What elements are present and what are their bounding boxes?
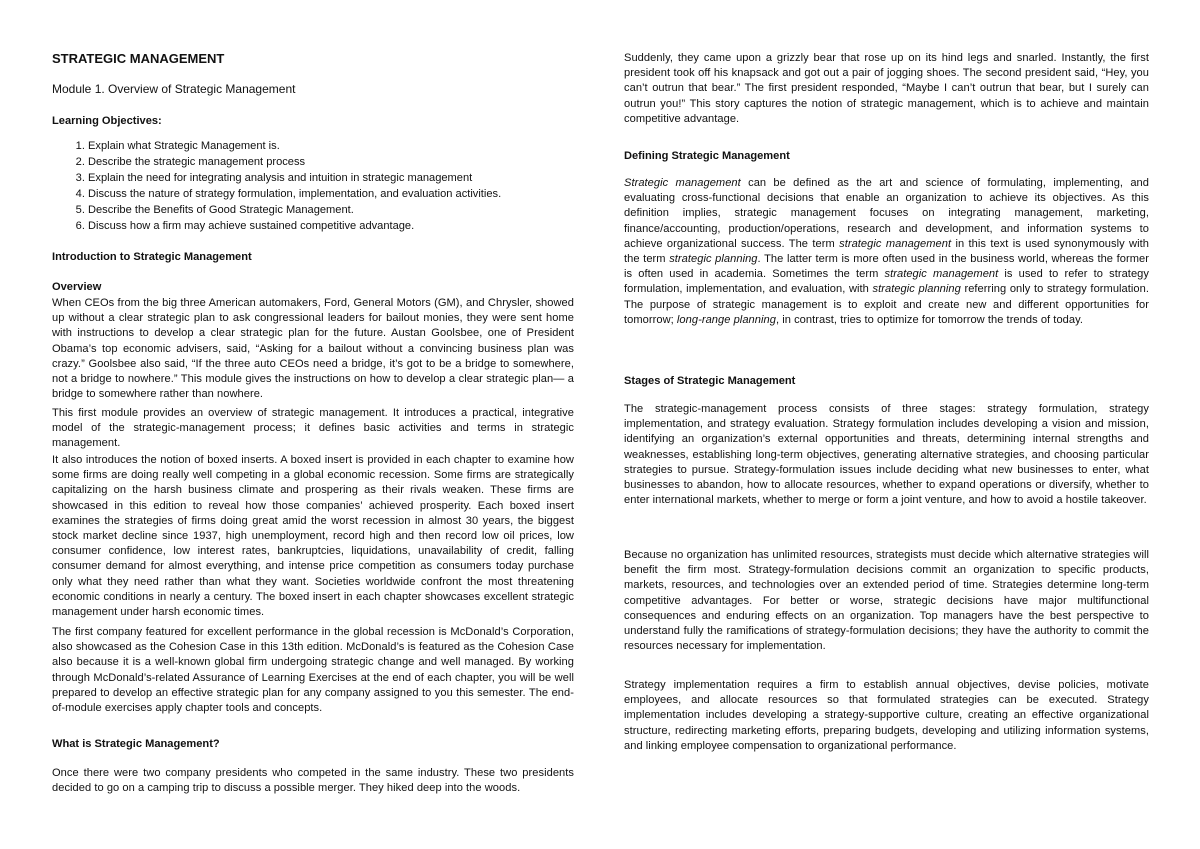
- story-paragraph: Suddenly, they came upon a grizzly bear that rose up on its hind legs and snarled. Instantly, the first president took off his knapsack and got out a pair of jogging shoes. The second president said, “Hey, you can’t outrun that bear.” The first president responded, “Maybe I can’t outrun that bear, but I surely can outrun you!” This story captures the notion of strategic management, which is to achieve and maintain competitive advantage.: [624, 52, 1149, 125]
- overview-paragraph-2: This first module provides an overview of strategic management. It introduces a practical, integrative model of the strategic-management process; it defines basic activities and terms in strategic management.: [52, 407, 574, 450]
- objective-item: 3. Explain the need for integrating analysis and intuition in strategic management: [88, 171, 501, 187]
- overview-paragraph-4: The first company featured for excellent performance in the global recession is McDonald’s Corporation, also showcased as the Cohesion Case in this 13th edition. McDonald’s is featured as the Cohesion Case also because it is a well-known global firm undergoing strategic change and well managed. By working through McDonald’s-related Assurance of Learning Exercises at the end of each chapter, you will be well prepared to develop an effective strategic plan for any company assigned to you this semester. The end-of-module exercises apply chapter tools and concepts.: [52, 626, 574, 715]
- overview-paragraph-3: It also introduces the notion of boxed inserts. A boxed insert is provided in each chapter to examine how some firms are doing really well competing in a global economic recession. Some firms are strategically capitalizing on the harsh business climate and prospering as their rivals weaken. These firms are showcased in this edition to reveal how those companies’ achieved prosperity. Each boxed insert examines the strategies of firms doing great amid the worst recession in almost 30 years, the biggest stock market decline since 1937, high unemployment, record high and then record low oil prices, low consumer confidence, low interest rates, bankruptcies, liquidations, unavailability of credit, falling consumer demand for almost everything, and intense price competition as consumers today purchase only what they need rather than what they want. Societies worldwide confront the most threatening economic conditions in nearly a century. The boxed insert in each chapter showcases excellent strategic management under harsh economic times.: [52, 454, 574, 619]
- overview-heading: Overview: [52, 281, 102, 293]
- emphasis: strategic planning: [669, 253, 758, 266]
- objective-item: 2. Describe the strategic management process: [88, 155, 501, 171]
- defining-heading: Defining Strategic Management: [624, 150, 790, 162]
- what-paragraph: Once there were two company presidents who competed in the same industry. These two presidents decided to go on a camping trip to discuss a possible merger. They hiked deep into the woods.: [52, 767, 574, 795]
- emphasis: strategic management: [884, 268, 999, 281]
- stages-paragraph-1: The strategic-management process consists of three stages: strategy formulation, strategy implementation, and strategy evaluation. Strategy formulation includes developing a vision and mission, identifying an organization’s external opportunities and threats, determining internal strengths and weaknesses, establishing long-term objectives, generating alternative strategies, and choosing particular strategies to pursue. Strategy-formulation issues include deciding what new businesses to enter, what businesses to abandon, how to allocate resources, whether to expand operations or diversify, whether to enter international markets, whether to merge or form a joint venture, and how to avoid a hostile takeover.: [624, 403, 1149, 507]
- overview-paragraph-1: When CEOs from the big three American automakers, Ford, General Motors (GM), and Chrysler, showed up without a clear strategic plan to ask congressional leaders for bailout monies, they were sent home with instructions to develop a clear strategic plan for the future. Austan Goolsbee, one of President Obama’s top economic advisers, said, “Asking for a bailout without a convincing business plan was crazy.” Goolsbee also said, “If the three auto CEOs need a bridge, it’s got to be a bridge to somewhere, not a bridge to nowhere.” This module gives the instructions on how to develop a clear strategic plan— a bridge to somewhere rather than nowhere.: [52, 297, 574, 401]
- module-heading: Module 1. Overview of Strategic Management: [52, 82, 296, 96]
- what-heading: What is Strategic Management?: [52, 738, 220, 750]
- emphasis: long-range planning: [676, 313, 776, 326]
- objective-item: 6. Discuss how a firm may achieve sustained competitive advantage.: [88, 219, 501, 235]
- emphasis: strategic management: [839, 237, 952, 250]
- stages-paragraph-3: Strategy implementation requires a firm to establish annual objectives, devise policies, motivate employees, and allocate resources so that formulated strategies can be executed. Strategy implementation includes developing a strategy-supportive culture, creating an effective organizational structure, redirecting marketing efforts, preparing budgets, developing and utilizing information systems, and linking employee compensation to organizational performance.: [624, 679, 1149, 752]
- stages-heading: Stages of Strategic Management: [624, 375, 796, 387]
- objective-item: 5. Describe the Benefits of Good Strategic Management.: [88, 203, 501, 219]
- objective-item: 1. Explain what Strategic Management is.: [88, 139, 501, 155]
- emphasis: Strategic management: [624, 177, 741, 189]
- intro-heading: Introduction to Strategic Management: [52, 251, 252, 263]
- stages-paragraph-2: Because no organization has unlimited resources, strategists must decide which alternative strategies will benefit the firm most. Strategy-formulation decisions commit an organization to specific products, markets, resources, and technologies over an extended period of time. Strategies determine long-term competitive advantages. For better or worse, strategic decisions have major multifunctional consequences and enduring effects on an organization. Top managers have the best perspective to understand fully the ramifications of strategy-formulation decisions; they have the authority to commit the resources necessary for implementation.: [624, 549, 1149, 653]
- objective-item: 4. Discuss the nature of strategy formulation, implementation, and evaluation activities.: [88, 187, 501, 203]
- objectives-list: [52, 139, 501, 234]
- emphasis: strategic planning: [872, 283, 961, 296]
- definition-paragraph: Strategic management can be defined as the art and science of formulating, implementing, and evaluating cross-functional decisions that enable an organization to achieve its objectives. As this definition implies, strategic management focuses on integrating management, marketing, finance/accounting, production/operations, research and development, and information systems to achieve organizational success. The term strategic management in this text is used synonymously with the term strategic planning. The latter term is more often used in the business world, whereas the former is often used in academia. Sometimes the term strategic management is used to refer to strategy formulation, implementation, and evaluation, with strategic planning referring only to strategy formulation. The purpose of strategic management is to exploit and create new and different opportunities for tomorrow; long-range planning, in contrast, tries to optimize for tomorrow the trends of today.: [624, 177, 1149, 326]
- objectives-heading: Learning Objectives:: [52, 115, 162, 127]
- document-title: STRATEGIC MANAGEMENT: [52, 51, 225, 66]
